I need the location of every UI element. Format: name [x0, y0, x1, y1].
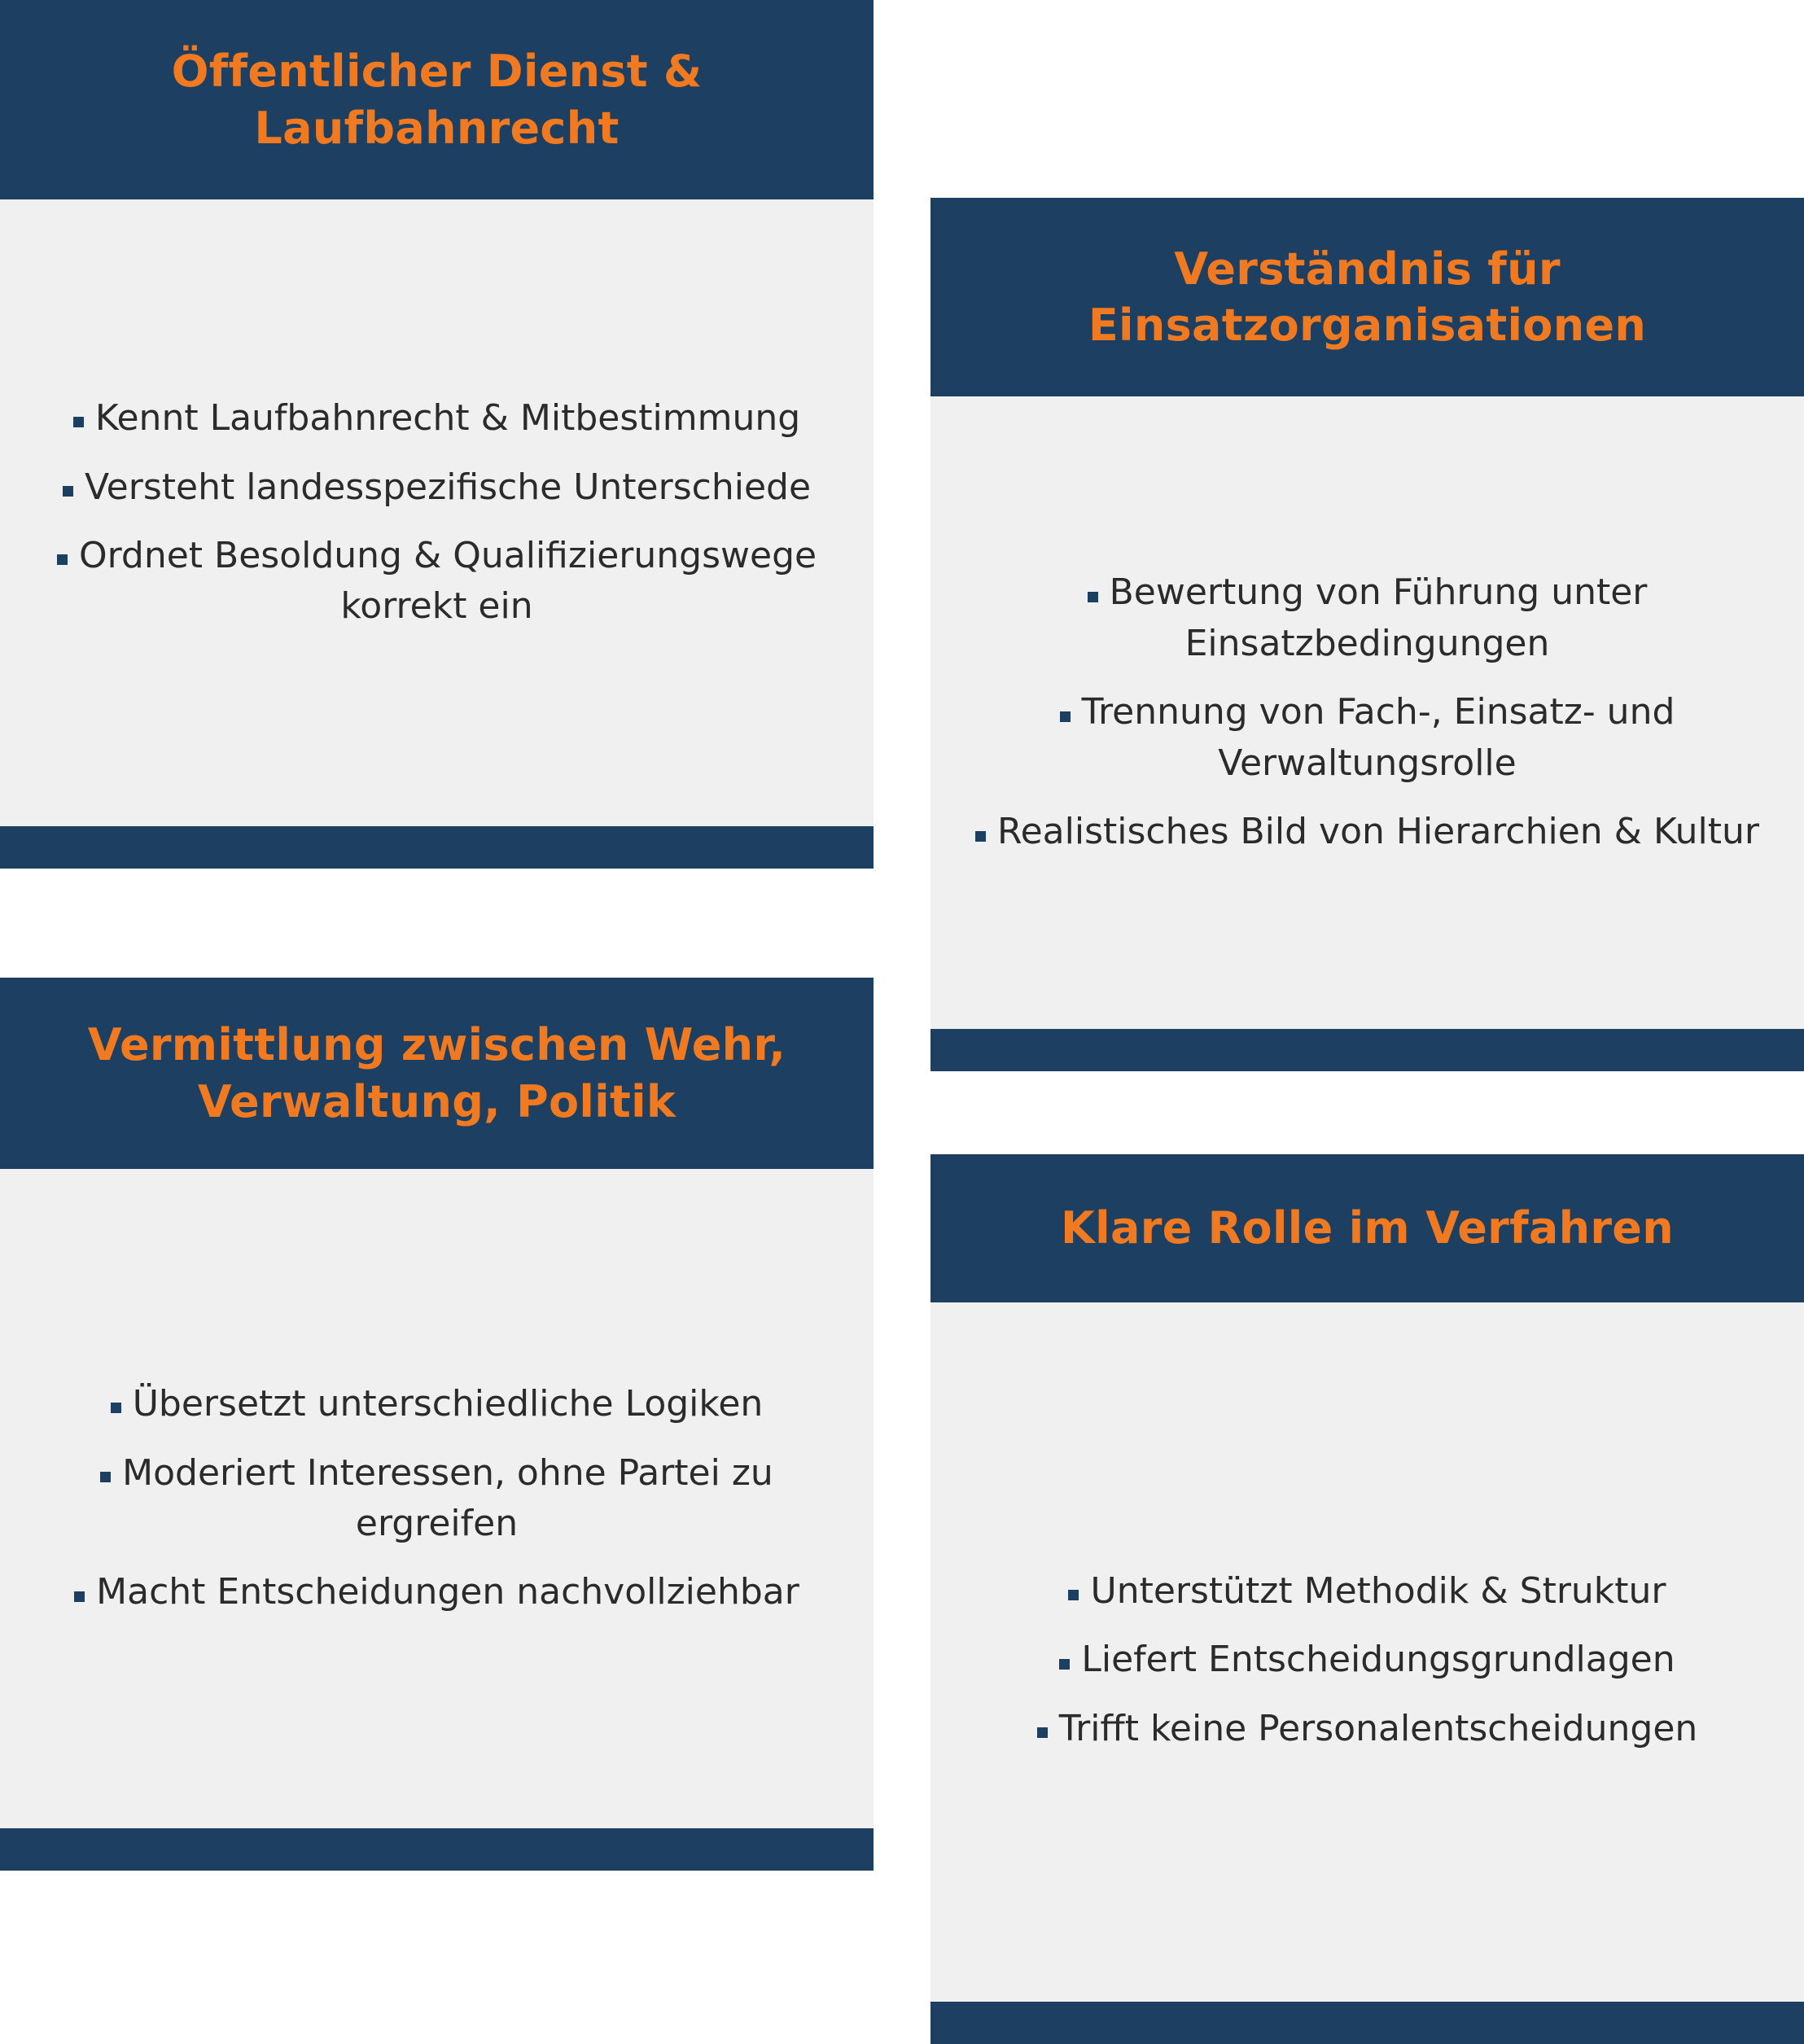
card-body: [930, 1302, 1804, 2002]
list-item: [955, 1566, 1780, 1617]
bullet-square-icon: [975, 831, 986, 842]
list-item: [955, 1635, 1780, 1685]
bullet-square-icon: [1068, 1590, 1079, 1600]
list-item-label: Unterstützt Methodik & Struktur: [1090, 1569, 1666, 1612]
list-item-label: Versteht landesspezifische Unterschiede: [84, 466, 812, 508]
list-item: [24, 393, 849, 444]
list-item-label: Ordnet Besoldung & Qualifizierungswege korrekt ein: [78, 535, 817, 628]
card-title: Klare Rolle im Verfahren: [930, 1154, 1804, 1302]
card-footer-bar: [930, 2002, 1804, 2044]
list-item-label: Bewertung von Führung unter Einsatzbedingungen: [1109, 571, 1648, 664]
bullet-square-icon: [74, 1591, 85, 1602]
card-body: [0, 199, 874, 826]
card-title: Vermittlung zwischen Wehr, Verwaltung, Politik: [0, 978, 874, 1169]
bullet-square-icon: [111, 1403, 121, 1413]
list-item-label: Moderiert Interessen, ohne Partei zu ergreifen: [122, 1451, 773, 1544]
list-item-label: Übersetzt unterschiedliche Logiken: [132, 1383, 764, 1425]
list-item-label: Macht Entscheidungen nachvollziehbar: [96, 1571, 799, 1613]
list-item-label: Realistisches Bild von Hierarchien & Kultur: [997, 811, 1759, 853]
list-item: [955, 807, 1780, 857]
bullet-list: [24, 1379, 849, 1618]
card-klare-rolle-im-verfahren: [930, 1154, 1804, 2044]
bullet-square-icon: [1088, 592, 1098, 602]
card-footer-bar: [0, 826, 874, 869]
list-item: [955, 687, 1780, 789]
bullet-square-icon: [1037, 1727, 1048, 1738]
bullet-square-icon: [100, 1472, 111, 1482]
list-item-label: Trennung von Fach-, Einsatz- und Verwaltungsrolle: [1081, 691, 1675, 784]
bullet-square-icon: [1059, 1659, 1070, 1670]
card-oeffentlicher-dienst: [0, 0, 874, 869]
list-item: [24, 462, 849, 513]
card-title: Öffentlicher Dienst & Laufbahnrecht: [0, 0, 874, 199]
list-item: [24, 1379, 849, 1429]
bullet-list: [955, 567, 1780, 857]
card-footer-bar: [930, 1029, 1804, 1071]
list-item: [24, 1448, 849, 1550]
bullet-list: [24, 393, 849, 632]
bullet-square-icon: [73, 417, 84, 427]
card-vermittlung: [0, 978, 874, 1871]
list-item: [24, 1567, 849, 1617]
bullet-square-icon: [1060, 711, 1071, 722]
bullet-square-icon: [63, 486, 73, 497]
bullet-square-icon: [57, 554, 68, 565]
card-body: [930, 396, 1804, 1029]
list-item-label: Liefert Entscheidungsgrundlagen: [1081, 1639, 1675, 1681]
card-title: Verständnis für Einsatzorganisationen: [930, 198, 1804, 396]
list-item: [955, 1704, 1780, 1754]
card-body: [0, 1169, 874, 1828]
list-item-label: Trifft keine Personalentscheidungen: [1058, 1707, 1698, 1749]
list-item-label: Kennt Laufbahnrecht & Mitbestimmung: [94, 397, 801, 440]
card-verstaendnis-einsatzorganisationen: [930, 198, 1804, 1071]
list-item: [955, 567, 1780, 669]
card-footer-bar: [0, 1828, 874, 1871]
bullet-list: [955, 1566, 1780, 1754]
list-item: [24, 531, 849, 632]
